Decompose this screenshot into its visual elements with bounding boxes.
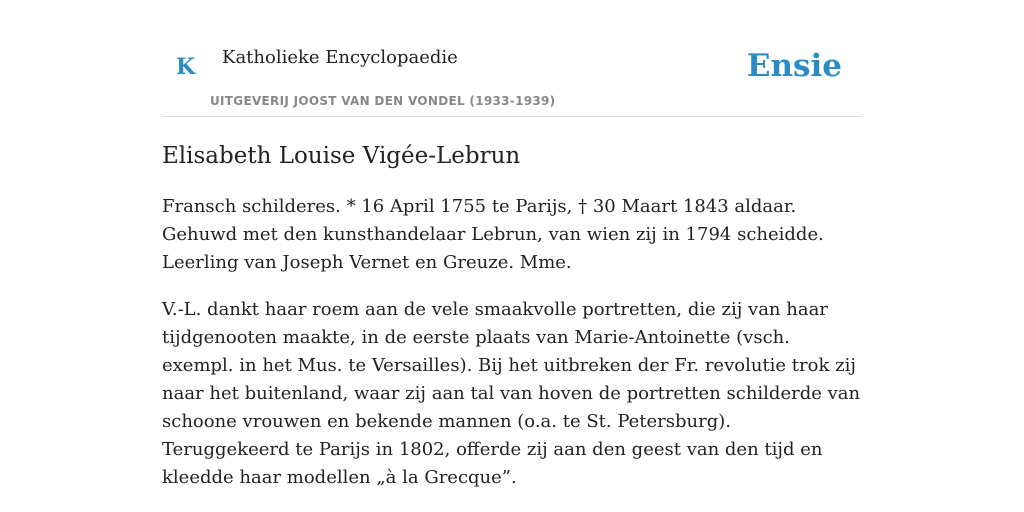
article-title: Elisabeth Louise Vigée-Lebrun [162,143,521,169]
book-logo-icon[interactable]: K [176,54,196,80]
page [162,0,862,492]
article-paragraph: V.-L. dankt haar roem aan de vele smaakvolle portretten, die zij van haar tijdgenooten maakte, in de eerste plaats van Marie-Antoinette (vsch. exempl. in het Mus. te Versailles). Bij het uitbreken der Fr. revolutie trok zij naar het buitenland, waar zij aan tal van hoven de portretten schilderde van schoone vrouwen en bekende mannen (o.a. te St. Petersburg). Teruggekeerd te Parijs in 1802, offerde zij aan den geest van den tijd en kleedde haar modellen „à la Grecque”. [162,298,861,488]
ensie-logo-link[interactable]: Ensie [746,48,842,84]
article-paragraph: Fransch schilderes. * 16 April 1755 te Parijs, † 30 Maart 1843 aldaar. Gehuwd met den kunsthandelaar Lebrun, van wien zij in 1794 scheidde. Leerling van Joseph Vernet en Greuze. Mme. [162,195,824,273]
publisher-label: UITGEVERIJ JOOST VAN DEN VONDEL (1933-1939) [210,94,556,108]
site-header [162,0,862,117]
book-title-link[interactable]: Katholieke Encyclopaedie [222,47,458,68]
